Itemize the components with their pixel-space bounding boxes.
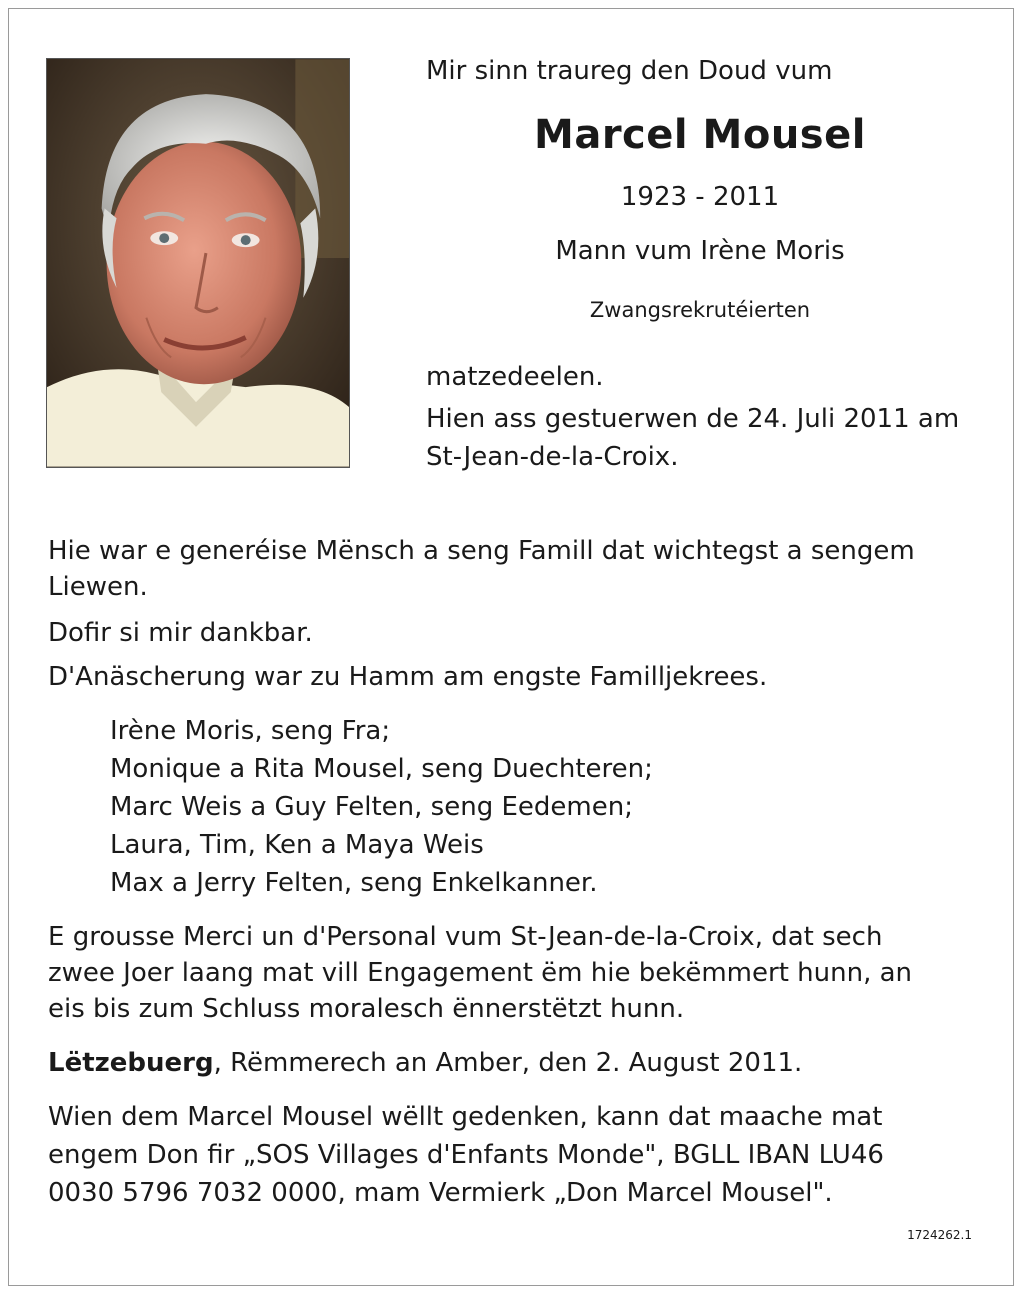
donation-line: engem Don fir „SOS Villages d'Enfants Monde", BGLL IBAN LU46 (48, 1140, 884, 1170)
body-line: Dofir si mir dankbar. (48, 618, 313, 648)
death-line-1: Hien ass gestuerwen de 24. Juli 2011 am (426, 404, 960, 434)
family-member: Laura, Tim, Ken a Maya Weis (110, 830, 484, 860)
reference-number: 1724262.1 (907, 1228, 972, 1242)
family-member: Marc Weis a Guy Felten, seng Eedemen; (110, 792, 633, 822)
death-line-2: St-Jean-de-la-Croix. (426, 442, 679, 472)
donation-line: 0030 5796 7032 0000, mam Vermierk „Don Marcel Mousel". (48, 1178, 833, 1208)
donation-line: Wien dem Marcel Mousel wëllt gedenken, kann dat maache mat (48, 1102, 883, 1132)
thanks-line: zwee Joer laang mat vill Engagement ëm hie bekëmmert hunn, an (48, 958, 913, 988)
portrait-photo (46, 58, 350, 468)
thanks-line: eis bis zum Schluss moralesch ënnerstëtzt hunn. (48, 994, 685, 1024)
body-line: Liewen. (48, 572, 148, 602)
life-years: 1923 - 2011 (620, 182, 780, 212)
thanks-line: E grousse Merci un d'Personal vum St-Jean-de-la-Croix, dat sech (48, 922, 883, 952)
family-member: Max a Jerry Felten, seng Enkelkanner. (110, 868, 598, 898)
association: Zwangsrekrutéierten (589, 298, 811, 322)
body-line: Hie war e generéise Mënsch a seng Famill dat wichtegst a sengem (48, 536, 915, 566)
family-member: Monique a Rita Mousel, seng Duechteren; (110, 754, 653, 784)
spouse-line: Mann vum Irène Moris (555, 236, 845, 266)
body-line: D'Anäscherung war zu Hamm am engste Familljekrees. (48, 662, 768, 692)
intro-text: Mir sinn traureg den Doud vum (426, 56, 833, 86)
place-date-line (48, 1048, 802, 1078)
announce-text: matzedeelen. (426, 362, 604, 392)
deceased-name: Marcel Mousel (534, 112, 866, 158)
place-name: Lëtzebuerg (48, 1048, 214, 1078)
family-member: Irène Moris, seng Fra; (110, 716, 391, 746)
date-text: , Rëmmerech an Amber, den 2. August 2011. (213, 1048, 803, 1078)
